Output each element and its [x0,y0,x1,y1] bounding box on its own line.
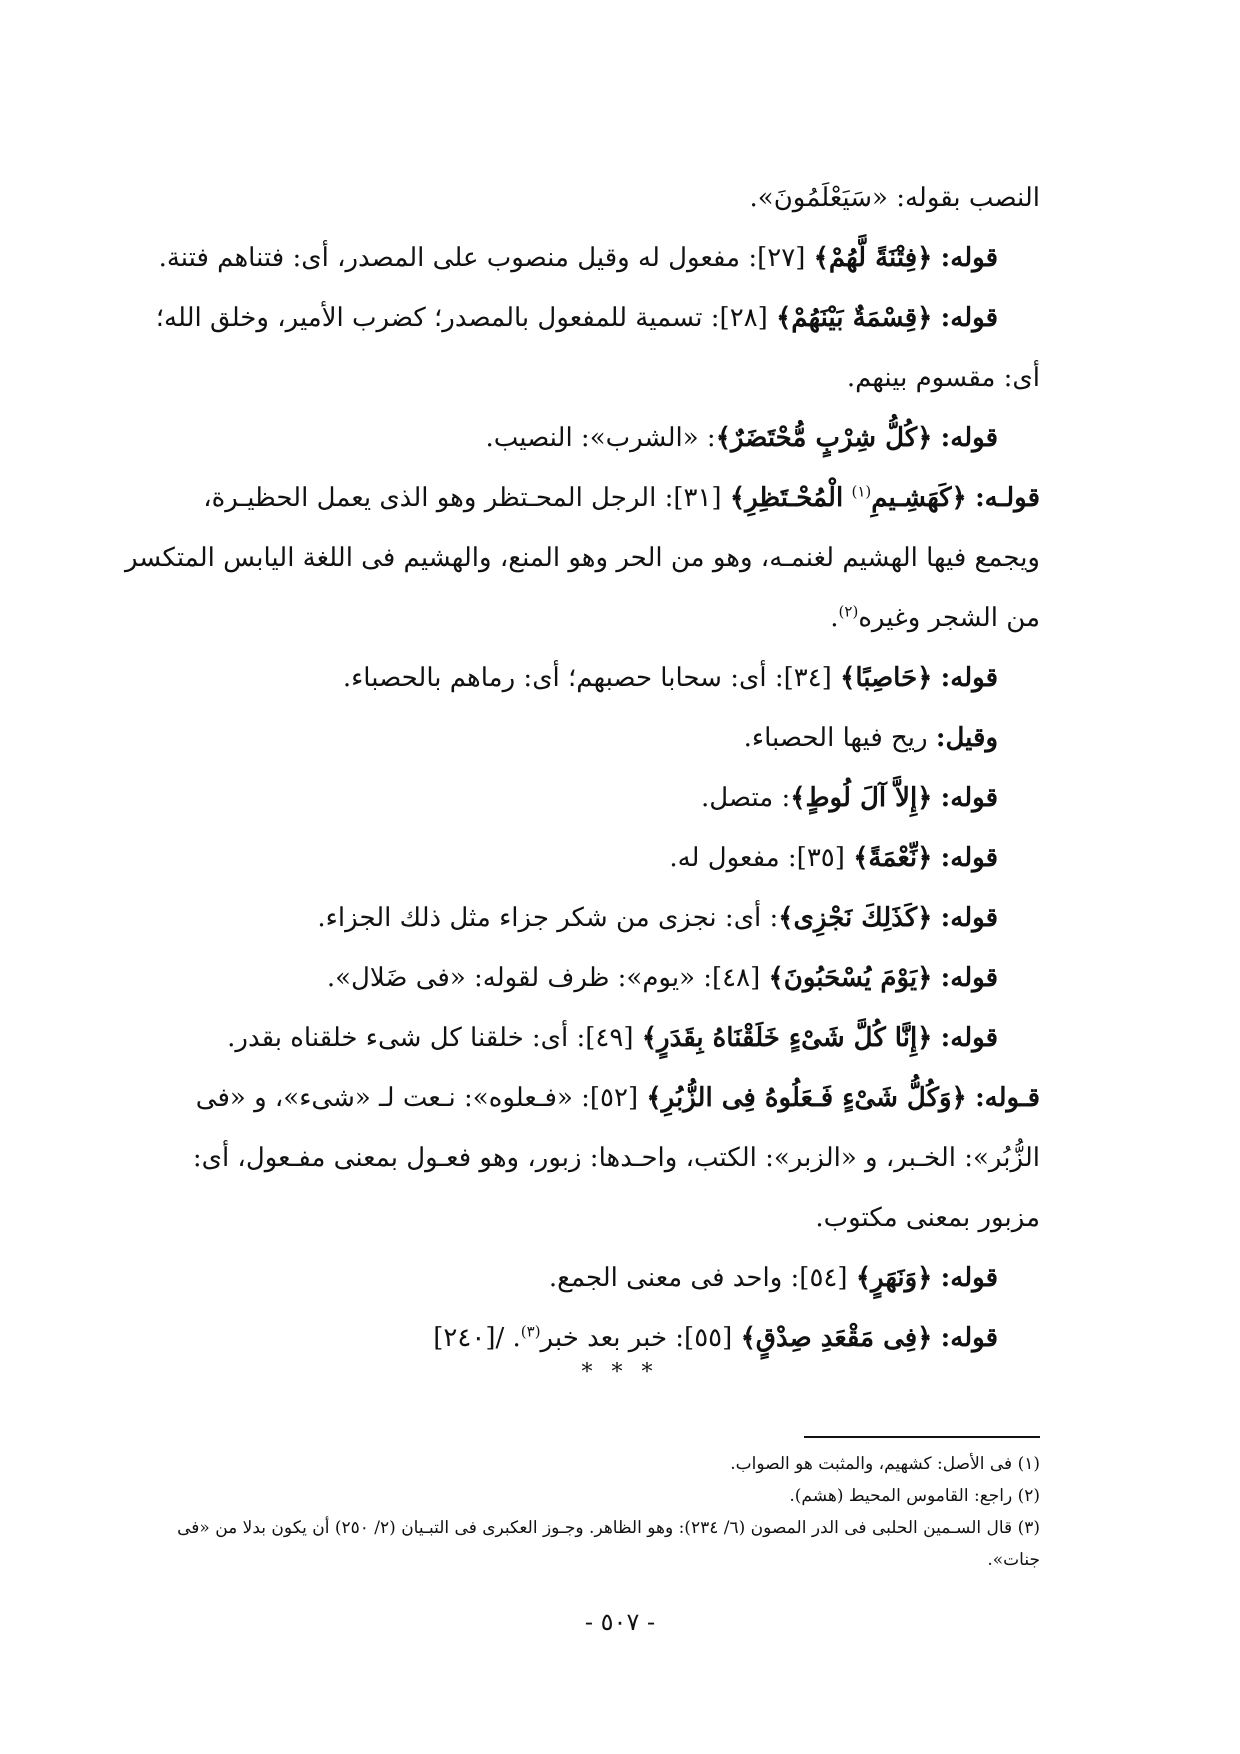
line-text: مزبور بمعنى مكتوب. [815,1203,1040,1233]
gloss-label: قولـه: [975,483,1040,513]
gloss-line [190,408,1040,468]
gloss-line [190,1248,1040,1308]
gloss-label: قوله: [940,663,998,693]
gloss-label: قوله: [940,303,998,333]
line-text: ويجمع فيها الهشيم لغنمـه، وهو من الحر وهو المنع، والهشيم فى اللغة اليابس المتكسر [124,543,1040,573]
gloss-label: قوله: [940,1263,998,1293]
gloss-label: قوله: [940,963,998,993]
quran-quote-cont: الْمُحْـتَظِرِ﴾ [729,483,844,513]
gloss-line [158,228,1040,288]
gloss-explanation: [٣٤]: أى: سحابا حصبهم؛ أى: رماهم بالحصباء. [342,663,832,693]
gloss-explanation: ريح فيها الحصباء. [743,723,928,753]
line-end: . /[٢٤٠] [433,1323,521,1353]
gloss-explanation: [٥٢]: «فـعلوه»: نـعت لـ «شىء»، و «فى [195,1083,639,1113]
section-separator: * * * [581,1360,659,1385]
gloss-line [190,1068,1040,1128]
footnote-continuation: جنات». [987,1550,1040,1570]
quran-quote: ﴿إِنَّا كُلَّ شَىْءٍ خَلَقْنَاهُ بِقَدَرٍ﴾ [641,1023,933,1053]
footnote-divider [804,1436,1040,1438]
gloss-line [190,1008,1040,1068]
line-end: . [830,603,839,633]
gloss-label: قوله: [940,243,998,273]
quran-quote: ﴿كُلُّ شِرْبٍ مُّحْتَضَرٌ﴾ [715,423,933,453]
quran-quote: ﴿كَهَشِـيمِ [871,483,967,513]
gloss-label: قـوله: [975,1083,1040,1113]
main-text [124,168,1040,1368]
footnote-ref: (١) [851,482,872,501]
gloss-line [190,468,1040,528]
gloss-explanation: [٣١]: الرجل المحـتظر وهو الذى يعمل الحظيـرة، [203,483,722,513]
gloss-explanation: [٣٥]: مفعول له. [669,843,845,873]
gloss-label: قوله: [940,1323,998,1353]
quran-quote: ﴿نِّعْمَةً﴾ [853,843,933,873]
gloss-label: قوله: [940,843,998,873]
gloss-line [190,828,1040,888]
footnote-ref: (٢) [838,602,859,621]
gloss-explanation: : «الشرب»: النصيب. [485,423,716,453]
text-line [124,528,1040,588]
gloss-explanation: [٥٤]: واحد فى معنى الجمع. [548,1263,848,1293]
gloss-line [190,648,1040,708]
gloss-explanation: : متصل. [700,783,791,813]
quran-quote: ﴿إِلاَّ آلَ لُوطٍ﴾ [790,783,933,813]
gloss-label: قوله: [940,423,998,453]
gloss-explanation: [٤٩]: أى: خلقنا كل شىء خلقناه بقدر. [227,1023,634,1053]
footnote: (١) فى الأصل: كشهيم، والمثبت هو الصواب. [730,1454,1040,1474]
quran-quote: ﴿فِتْنَةً لَّهُمْ﴾ [813,243,933,273]
text-line [190,168,1040,228]
gloss-line [190,708,1040,768]
gloss-line [190,768,1040,828]
footnote: (٣) قال السـمين الحلبى فى الدر المصون (٦/ ٢٣٤): وهو الظاهر. وجـوز العكبرى فى التبـيان (٢/ ٢٥٠) أن يكون بدلا من «فى [177,1518,1040,1538]
line-text: أى: مقسوم بينهم. [846,363,1040,393]
footnote-ref: (٣) [520,1322,541,1341]
gloss-explanation: [٢٨]: تسمية للمفعول بالمصدر؛ كضرب الأمير، وخلق الله؛ [155,303,768,333]
gloss-line [190,948,1040,1008]
gloss-label: قوله: [940,783,998,813]
quran-quote: ﴿وَكُلُّ شَىْءٍ فَـعَلُوهُ فِى الزُّبُرِ﴾ [646,1083,967,1113]
quran-quote: ﴿يَوْمَ يُسْحَبُونَ﴾ [768,963,933,993]
quran-quote: ﴿فِى مَقْعَدِ صِدْقٍ﴾ [740,1323,933,1353]
quran-quote: ﴿وَنَهَرٍ﴾ [855,1263,933,1293]
text-line [190,1128,1040,1188]
gloss-explanation: [٢٧]: مفعول له وقيل منصوب على المصدر، أى: فتناهم فتنة. [158,243,806,273]
gloss-label: قوله: [940,1023,998,1053]
gloss-label: قوله: [940,903,998,933]
gloss-label: وقيل: [935,723,998,753]
quran-quote: ﴿حَاصِبًا﴾ [840,663,933,693]
line-text: الزُّبُر»: الخـبر، و «الزبر»: الكتب، واحـدها: زبور، وهو فعـول بمعنى مفـعول، أى: [192,1143,1040,1173]
quran-quote: ﴿قِسْمَةٌ بَيْنَهُمْ﴾ [776,303,933,333]
gloss-explanation: : أى: نجزى من شكر جزاء مثل ذلك الجزاء. [317,903,779,933]
gloss-line [190,1308,1040,1368]
gloss-line [155,288,1040,348]
line-text: النصب بقوله: «سَيَعْلَمُونَ». [749,183,1040,213]
gloss-explanation: [٤٨]: «يوم»: ظرف لقوله: «فى ضَلال». [326,963,761,993]
quran-quote: ﴿كَذَلِكَ نَجْزِى﴾ [778,903,933,933]
text-line [190,588,1040,648]
text-line [190,348,1040,408]
footnote: (٢) راجع: القاموس المحيط (هشم). [789,1486,1040,1506]
footnotes [177,1448,1040,1576]
gloss-line [190,888,1040,948]
line-text: من الشجر وغيره [858,603,1040,633]
page-number: - ٥٠٧ - [584,1608,656,1636]
text-line [190,1188,1040,1248]
gloss-explanation: [٥٥]: خبر بعد خبر [540,1323,733,1353]
